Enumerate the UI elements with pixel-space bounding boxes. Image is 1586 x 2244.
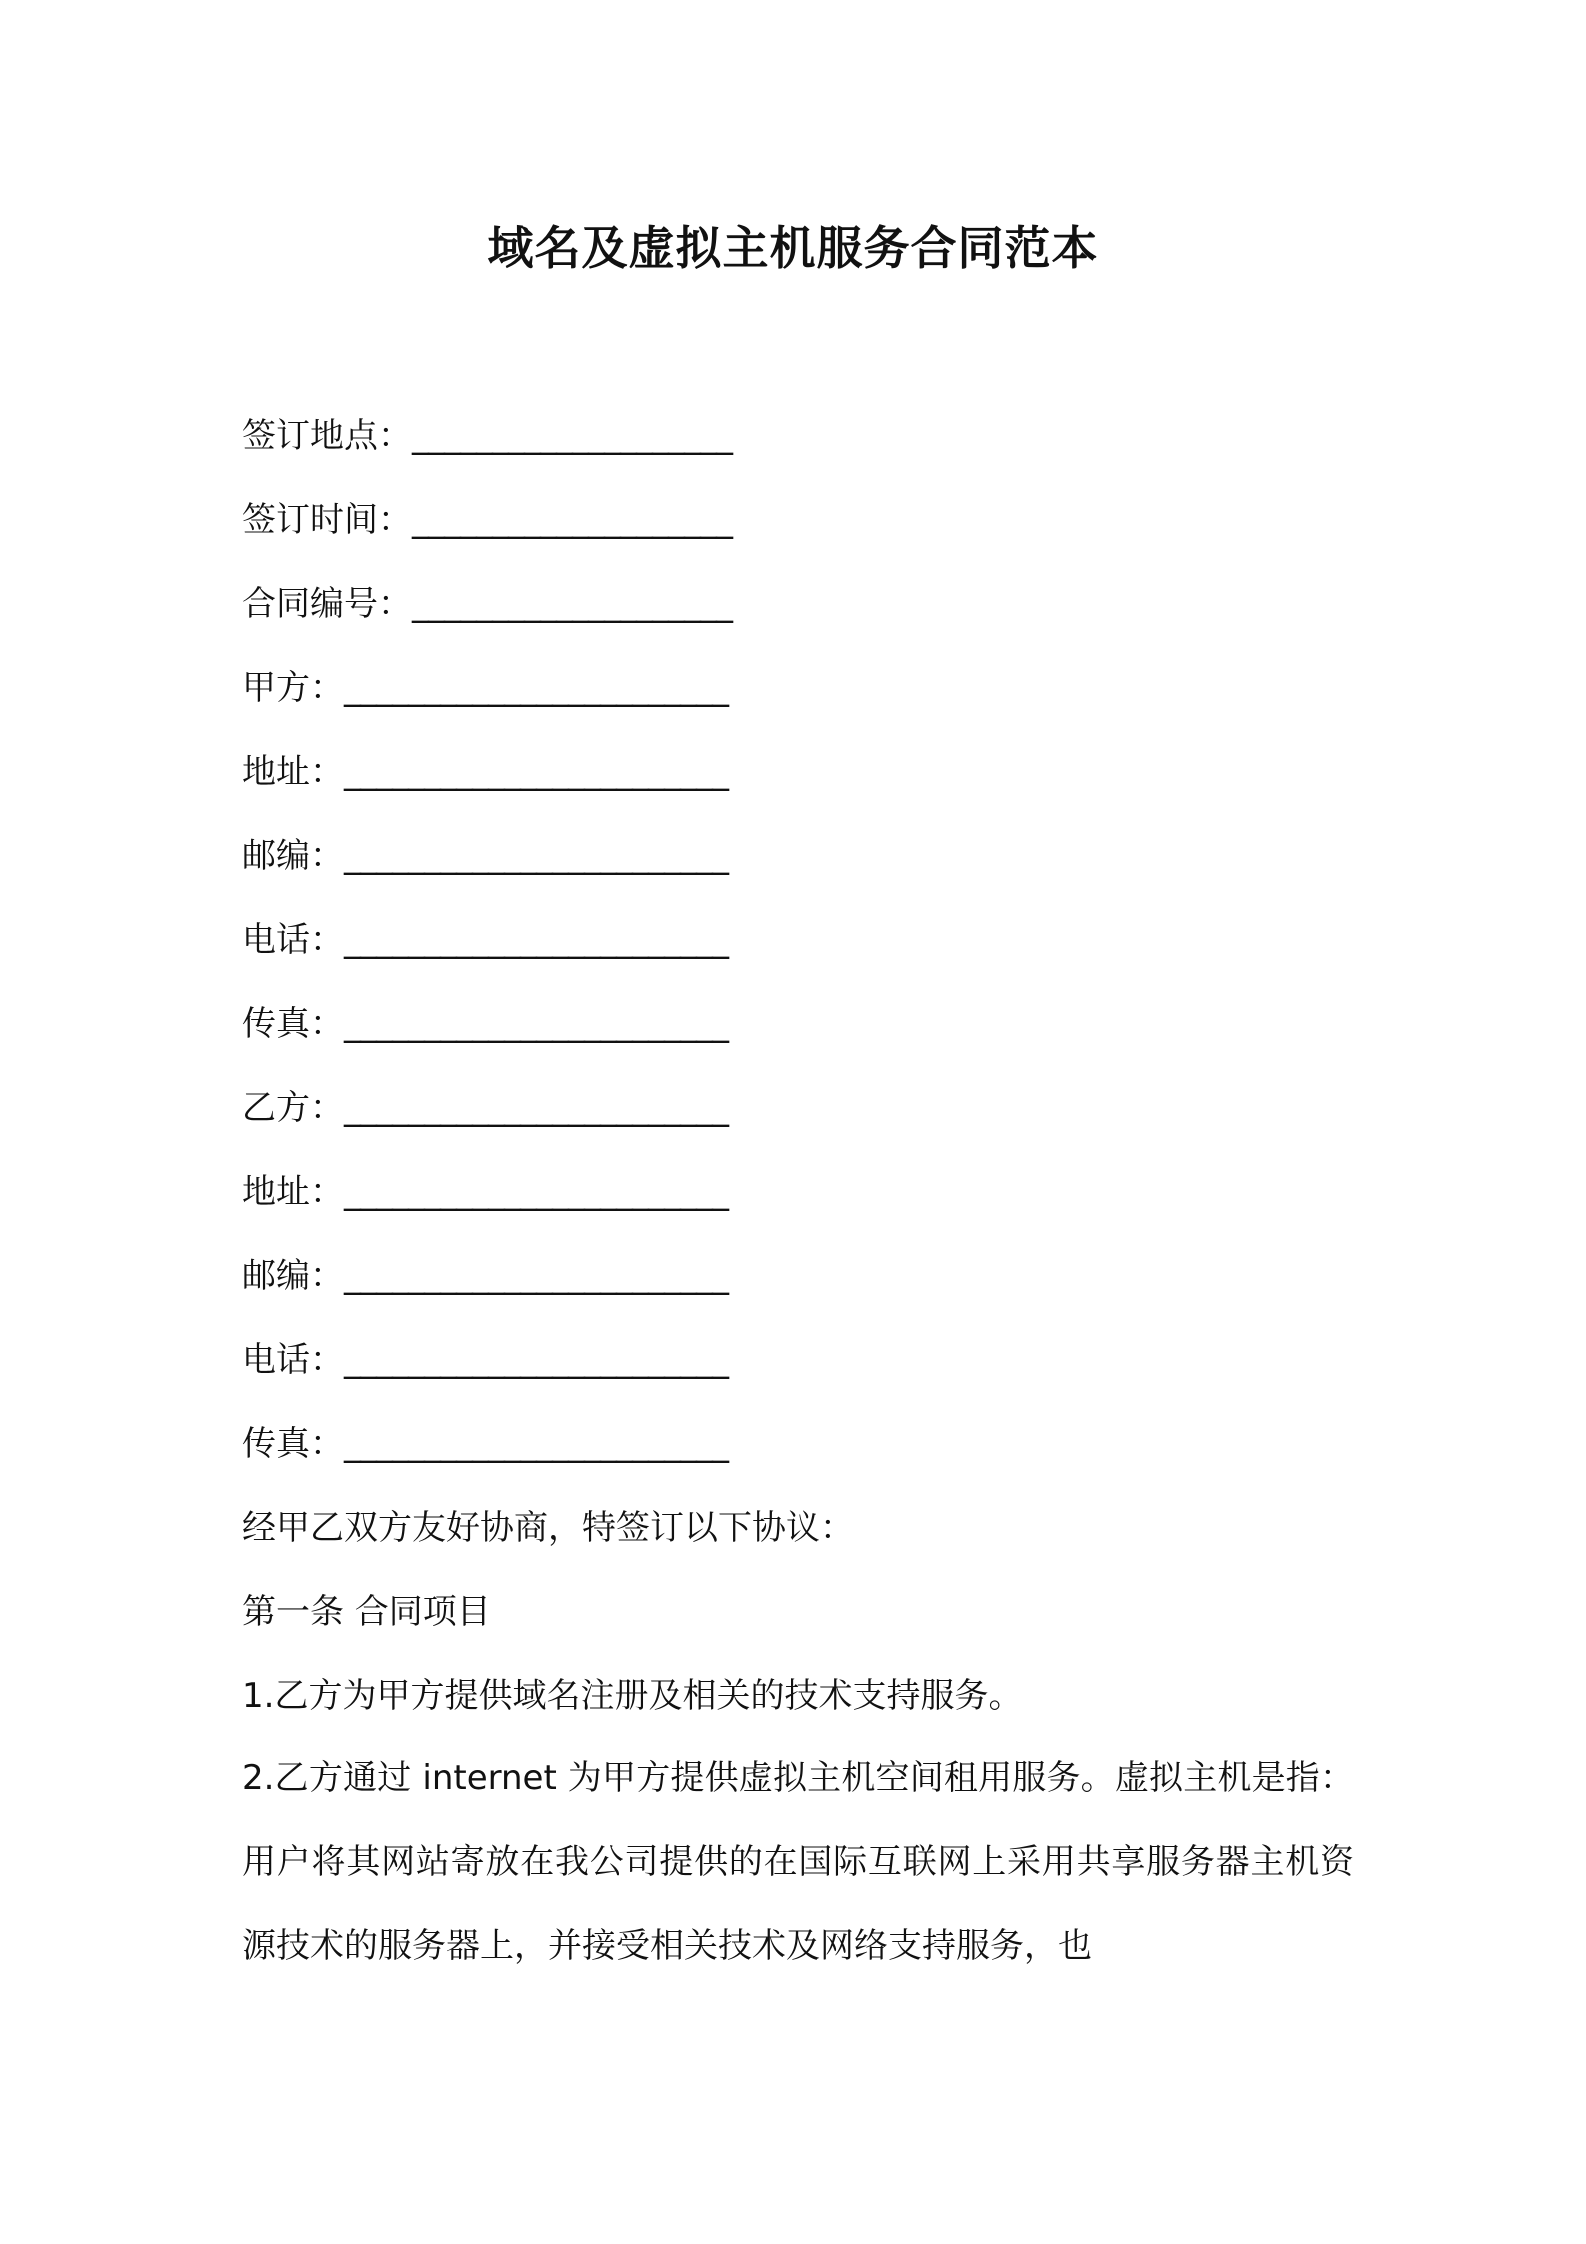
field-label: 传真： — [242, 1004, 344, 1044]
field-label: 甲方： — [242, 668, 344, 708]
field-party-a-phone — [242, 914, 728, 966]
field-party-b-phone — [242, 1334, 728, 1386]
field-label: 地址： — [242, 752, 344, 792]
field-blank: ________________________ — [344, 1004, 728, 1044]
field-label: 电话： — [242, 920, 344, 960]
field-party-a-fax — [242, 998, 728, 1050]
field-blank: ____________________ — [412, 500, 732, 540]
field-blank: ________________________ — [344, 1256, 728, 1296]
field-label: 签订时间： — [242, 500, 412, 540]
field-signing-place — [242, 410, 732, 462]
contract-item-1: 1.乙方为甲方提供域名注册及相关的技术支持服务。 — [242, 1676, 1023, 1716]
field-blank: ________________________ — [344, 1340, 728, 1380]
field-blank: ________________________ — [344, 752, 728, 792]
field-label: 签订地点： — [242, 416, 412, 456]
field-party-b-address — [242, 1166, 728, 1218]
field-blank: ________________________ — [344, 1088, 728, 1128]
field-blank: ________________________ — [344, 1424, 728, 1464]
field-label: 传真： — [242, 1424, 344, 1464]
contract-item-2: 2.乙方通过 internet 为甲方提供虚拟主机空间租用服务。虚拟主机是指：用户将其网站寄放在我公司提供的在国际互联网上采用共享服务器主机资源技术的服务器上，并接受相关技术及网络支持服务，也 — [242, 1758, 1354, 1966]
field-blank: ________________________ — [344, 1172, 728, 1212]
field-blank: ____________________ — [412, 584, 732, 624]
field-label: 乙方： — [242, 1088, 344, 1128]
field-party-b-postcode — [242, 1250, 728, 1302]
field-contract-number — [242, 578, 732, 630]
field-party-a — [242, 662, 728, 714]
article-heading: 第一条 合同项目 — [242, 1592, 491, 1632]
field-signing-time — [242, 494, 732, 546]
field-label: 电话： — [242, 1340, 344, 1380]
field-blank: ________________________ — [344, 836, 728, 876]
field-label: 邮编： — [242, 1256, 344, 1296]
intro-paragraph: 经甲乙双方友好协商，特签订以下协议： — [242, 1508, 854, 1548]
field-label: 合同编号： — [242, 584, 412, 624]
field-party-b — [242, 1082, 728, 1134]
field-blank: ________________________ — [344, 668, 728, 708]
field-party-a-address — [242, 746, 728, 798]
field-blank: ____________________ — [412, 416, 732, 456]
field-label: 地址： — [242, 1172, 344, 1212]
field-blank: ________________________ — [344, 920, 728, 960]
field-label: 邮编： — [242, 836, 344, 876]
field-party-a-postcode — [242, 830, 728, 882]
document-title: 域名及虚拟主机服务合同范本 — [487, 221, 1099, 275]
field-party-b-fax — [242, 1418, 728, 1470]
